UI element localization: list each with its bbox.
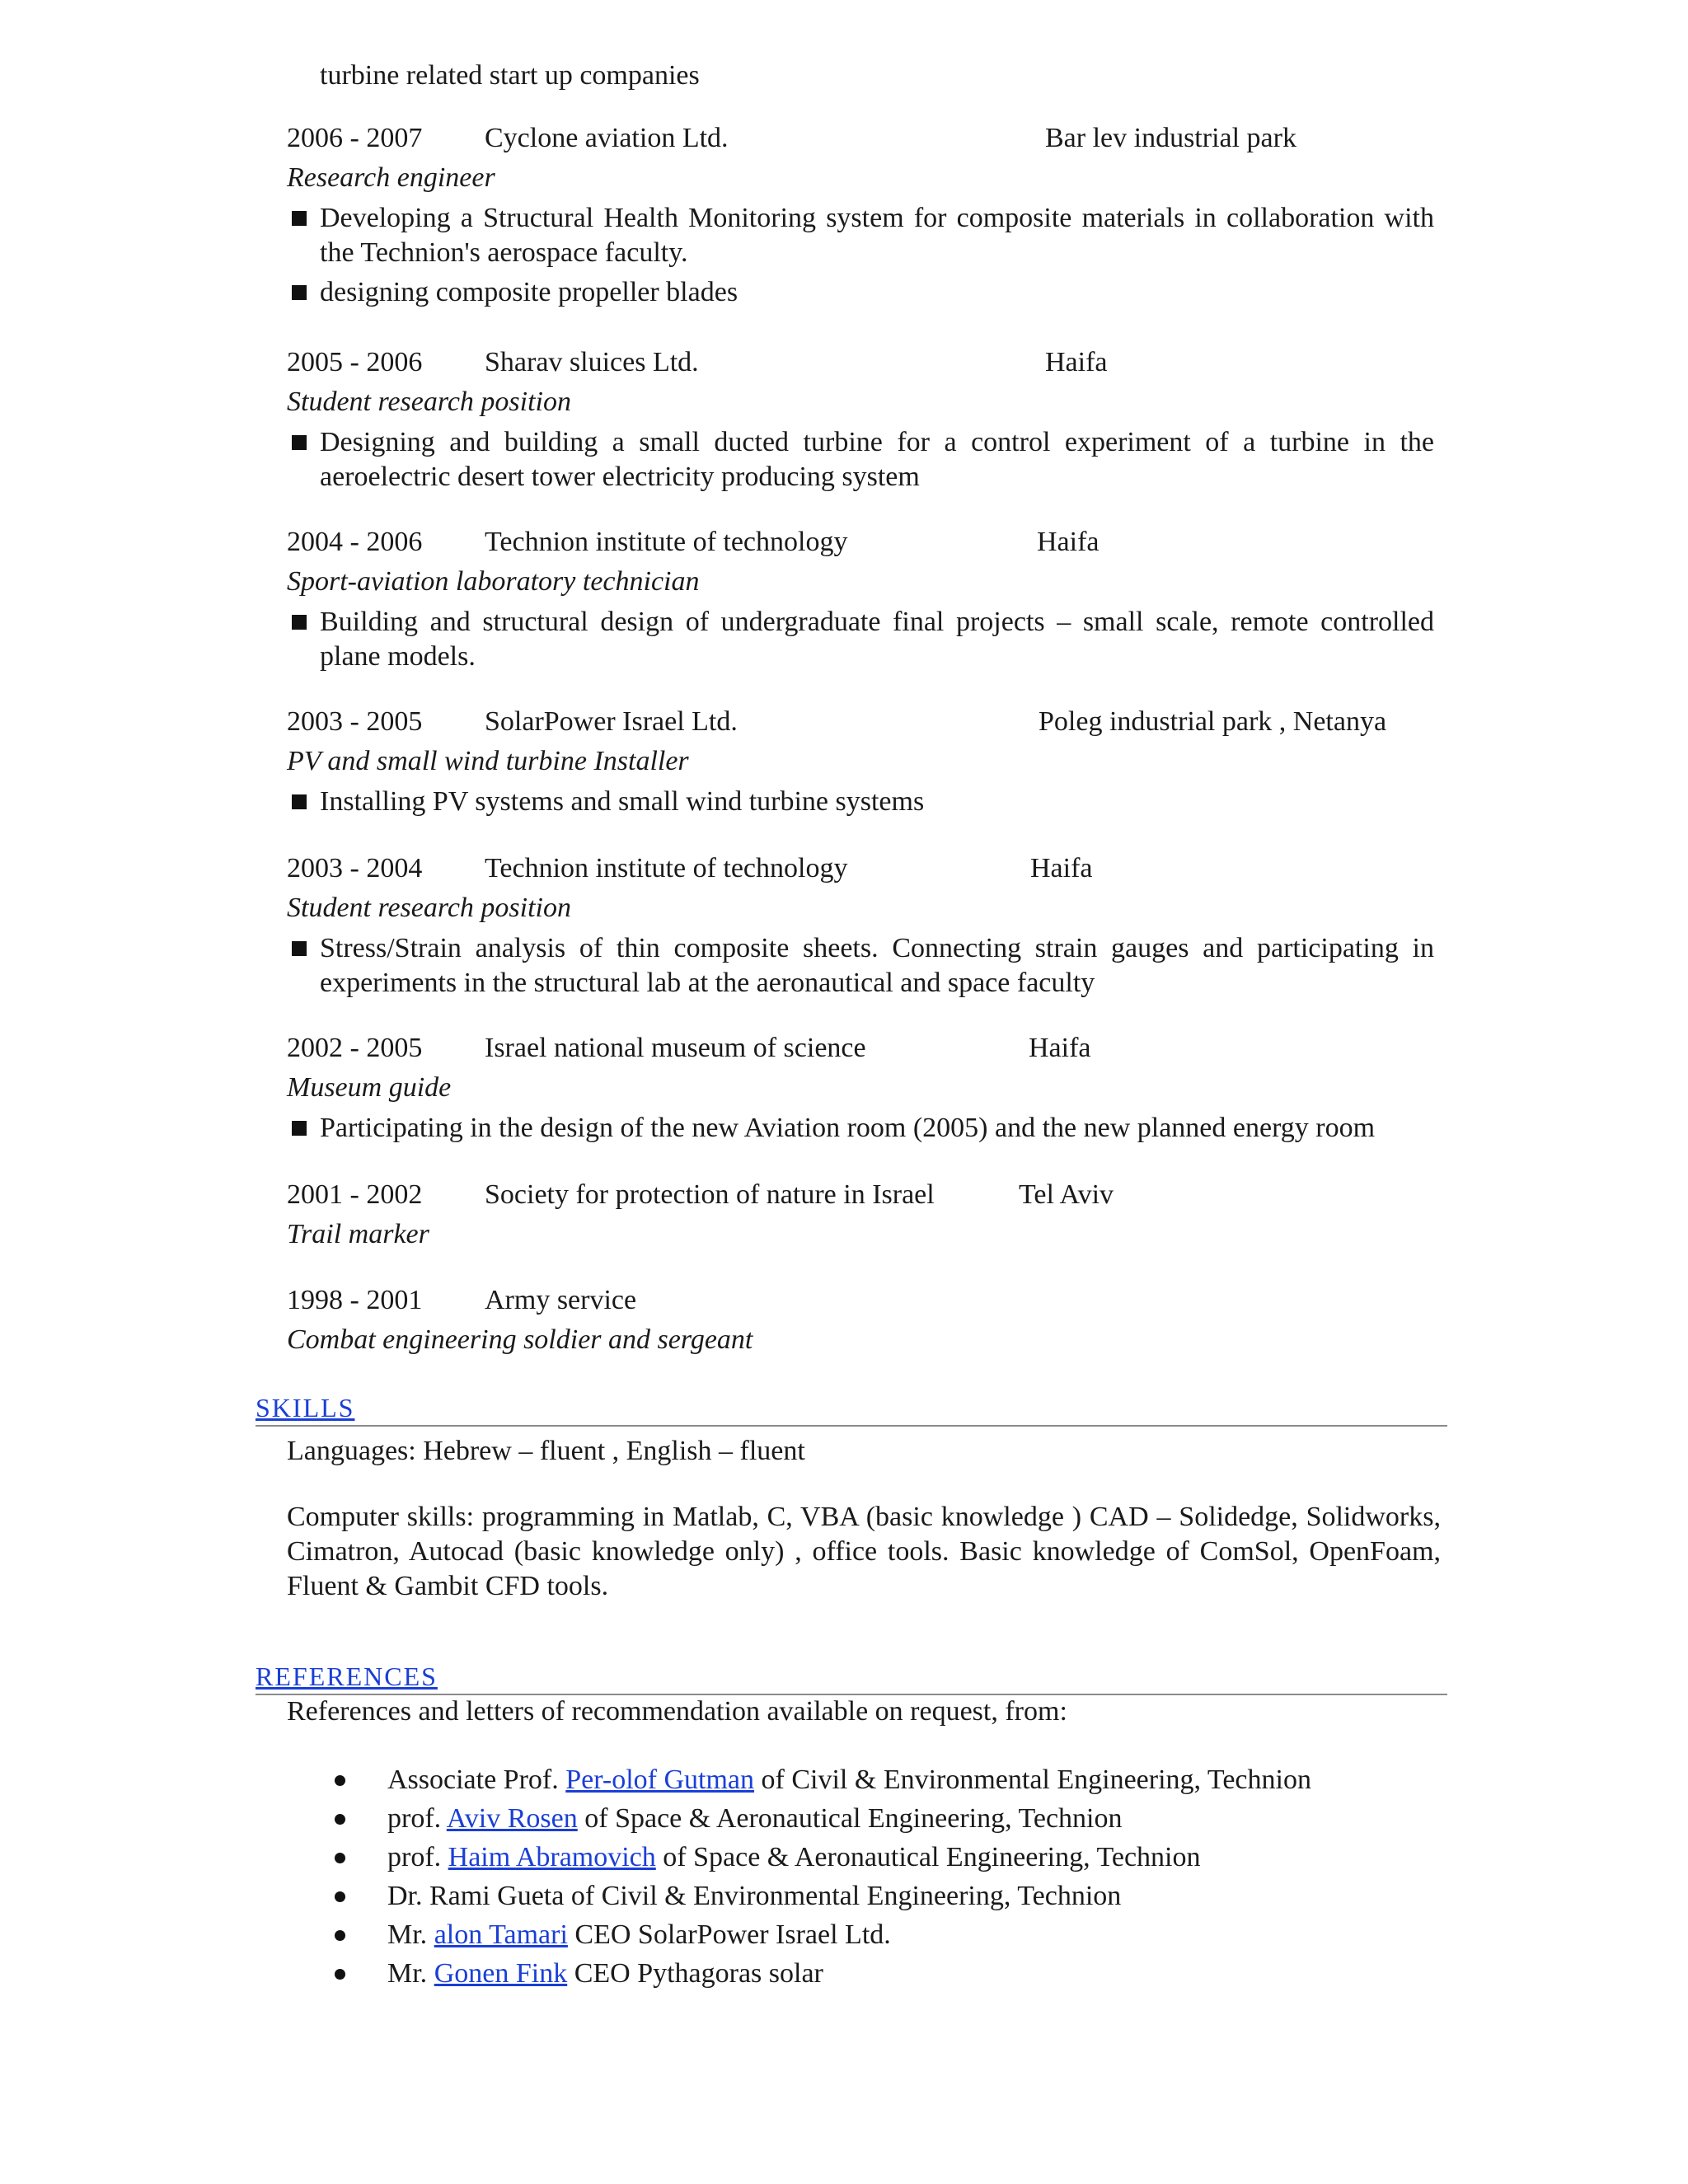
entry-location: Haifa: [1029, 1033, 1091, 1063]
entry-dates: 2004 - 2006: [287, 527, 423, 557]
entry-organization: Army service: [485, 1285, 637, 1315]
square-bullet-icon: [292, 794, 307, 809]
reference-item: Mr. alon Tamari CEO SolarPower Israel Ltd.: [330, 1915, 1311, 1954]
square-bullet-icon: [292, 435, 307, 450]
carry-over-text: turbine related start up companies: [320, 60, 700, 91]
entry-dates: 1998 - 2001: [287, 1285, 423, 1315]
entry-bullet: Designing and building a small ducted turbine for a control experiment of a turbine in the aeroelectric desert tower electricity producing system: [287, 425, 1434, 494]
experience-entry: [287, 1029, 1441, 1151]
reference-item: Mr. Gonen Fink CEO Pythagoras solar: [330, 1954, 1311, 1993]
reference-item: prof. Haim Abramovich of Space & Aeronautical Engineering, Technion: [330, 1838, 1311, 1877]
entry-dates: 2006 - 2007: [287, 123, 423, 153]
entry-location: Poleg industrial park , Netanya: [1039, 706, 1387, 737]
experience-entry: [287, 523, 1441, 679]
square-bullet-icon: [292, 211, 307, 226]
round-bullet-icon: [335, 1891, 345, 1902]
entry-dates: 2003 - 2004: [287, 853, 423, 883]
reference-name-link[interactable]: alon Tamari: [434, 1919, 568, 1950]
experience-entry: [287, 849, 1441, 1005]
square-bullet-icon: [292, 615, 307, 630]
languages-text: Languages: Hebrew – fluent , English – fluent: [287, 1436, 805, 1466]
reference-item: Associate Prof. Per-olof Gutman of Civil & Environmental Engineering, Technion: [330, 1760, 1311, 1799]
round-bullet-icon: [335, 1775, 345, 1786]
entry-dates: 2001 - 2002: [287, 1179, 423, 1210]
experience-entry: [287, 343, 1441, 499]
round-bullet-icon: [335, 1853, 345, 1863]
entry-organization: Sharav sluices Ltd.: [485, 347, 699, 377]
entry-organization: Society for protection of nature in Israel: [485, 1179, 935, 1210]
experience-entry: [287, 1281, 1441, 1360]
entry-role: Combat engineering soldier and sergeant: [287, 1324, 753, 1355]
round-bullet-icon: [335, 1969, 345, 1980]
entry-role: Trail marker: [287, 1219, 429, 1249]
entry-role: Student research position: [287, 893, 571, 923]
square-bullet-icon: [292, 941, 307, 956]
square-bullet-icon: [292, 1121, 307, 1136]
entry-organization: Technion institute of technology: [485, 527, 848, 557]
entry-organization: Technion institute of technology: [485, 853, 848, 883]
reference-name-link[interactable]: Gonen Fink: [434, 1958, 568, 1989]
entry-location: Haifa: [1030, 853, 1093, 883]
reference-name-link[interactable]: Haim Abramovich: [448, 1842, 656, 1872]
entry-location: Bar lev industrial park: [1045, 123, 1296, 153]
entry-bullet: Participating in the design of the new Aviation room (2005) and the new planned energy room: [287, 1111, 1434, 1146]
round-bullet-icon: [335, 1814, 345, 1825]
entry-organization: Cyclone aviation Ltd.: [485, 123, 729, 153]
entry-role: Sport-aviation laboratory technician: [287, 566, 700, 597]
reference-name-link[interactable]: Aviv Rosen: [446, 1803, 578, 1834]
entry-location: Haifa: [1037, 527, 1100, 557]
entry-role: Student research position: [287, 387, 571, 417]
section-divider: [256, 1425, 1447, 1427]
references-list: [330, 1760, 1311, 1993]
entry-role: Museum guide: [287, 1072, 452, 1103]
entry-bullet: designing composite propeller blades: [287, 275, 1434, 310]
entry-location: Tel Aviv: [1019, 1179, 1114, 1210]
entry-dates: 2002 - 2005: [287, 1033, 423, 1063]
round-bullet-icon: [335, 1930, 345, 1941]
experience-entry: [287, 1175, 1441, 1254]
computer-skills-text: Computer skills: programming in Matlab, C, VBA (basic knowledge ) CAD – Solidedge, Solidworks, Cimatron, Autocad (basic knowledge only) , office tools. Basic knowledge of ComSol, OpenFoam, Fluent & Gambit CFD tools.: [287, 1502, 1441, 1601]
entry-bullet: Installing PV systems and small wind turbine systems: [287, 785, 1434, 819]
entry-bullet: Developing a Structural Health Monitoring system for composite materials in collaboration with the Technion's aerospace faculty.: [287, 201, 1434, 270]
references-intro: References and letters of recommendation available on request, from:: [287, 1696, 1067, 1727]
experience-entry: [287, 119, 1441, 315]
entry-dates: 2003 - 2005: [287, 706, 423, 737]
entry-location: Haifa: [1045, 347, 1108, 377]
entry-bullet: Stress/Strain analysis of thin composite sheets. Connecting strain gauges and participating in experiments in the structural lab at the aeronautical and space faculty: [287, 931, 1434, 1001]
entry-role: Research engineer: [287, 162, 495, 193]
reference-item: Dr. Rami Gueta of Civil & Environmental Engineering, Technion: [330, 1877, 1311, 1915]
entry-role: PV and small wind turbine Installer: [287, 746, 689, 776]
skills-heading-link[interactable]: SKILLS: [256, 1393, 355, 1422]
experience-entry: [287, 702, 1441, 824]
entry-bullet: Building and structural design of undergraduate final projects – small scale, remote controlled plane models.: [287, 605, 1434, 674]
references-heading-link[interactable]: REFERENCES: [256, 1661, 438, 1691]
entry-dates: 2005 - 2006: [287, 347, 423, 377]
entry-organization: Israel national museum of science: [485, 1033, 866, 1063]
reference-name-link[interactable]: Per-olof Gutman: [565, 1765, 755, 1795]
square-bullet-icon: [292, 285, 307, 300]
entry-organization: SolarPower Israel Ltd.: [485, 706, 738, 737]
reference-item: prof. Aviv Rosen of Space & Aeronautical Engineering, Technion: [330, 1799, 1311, 1838]
